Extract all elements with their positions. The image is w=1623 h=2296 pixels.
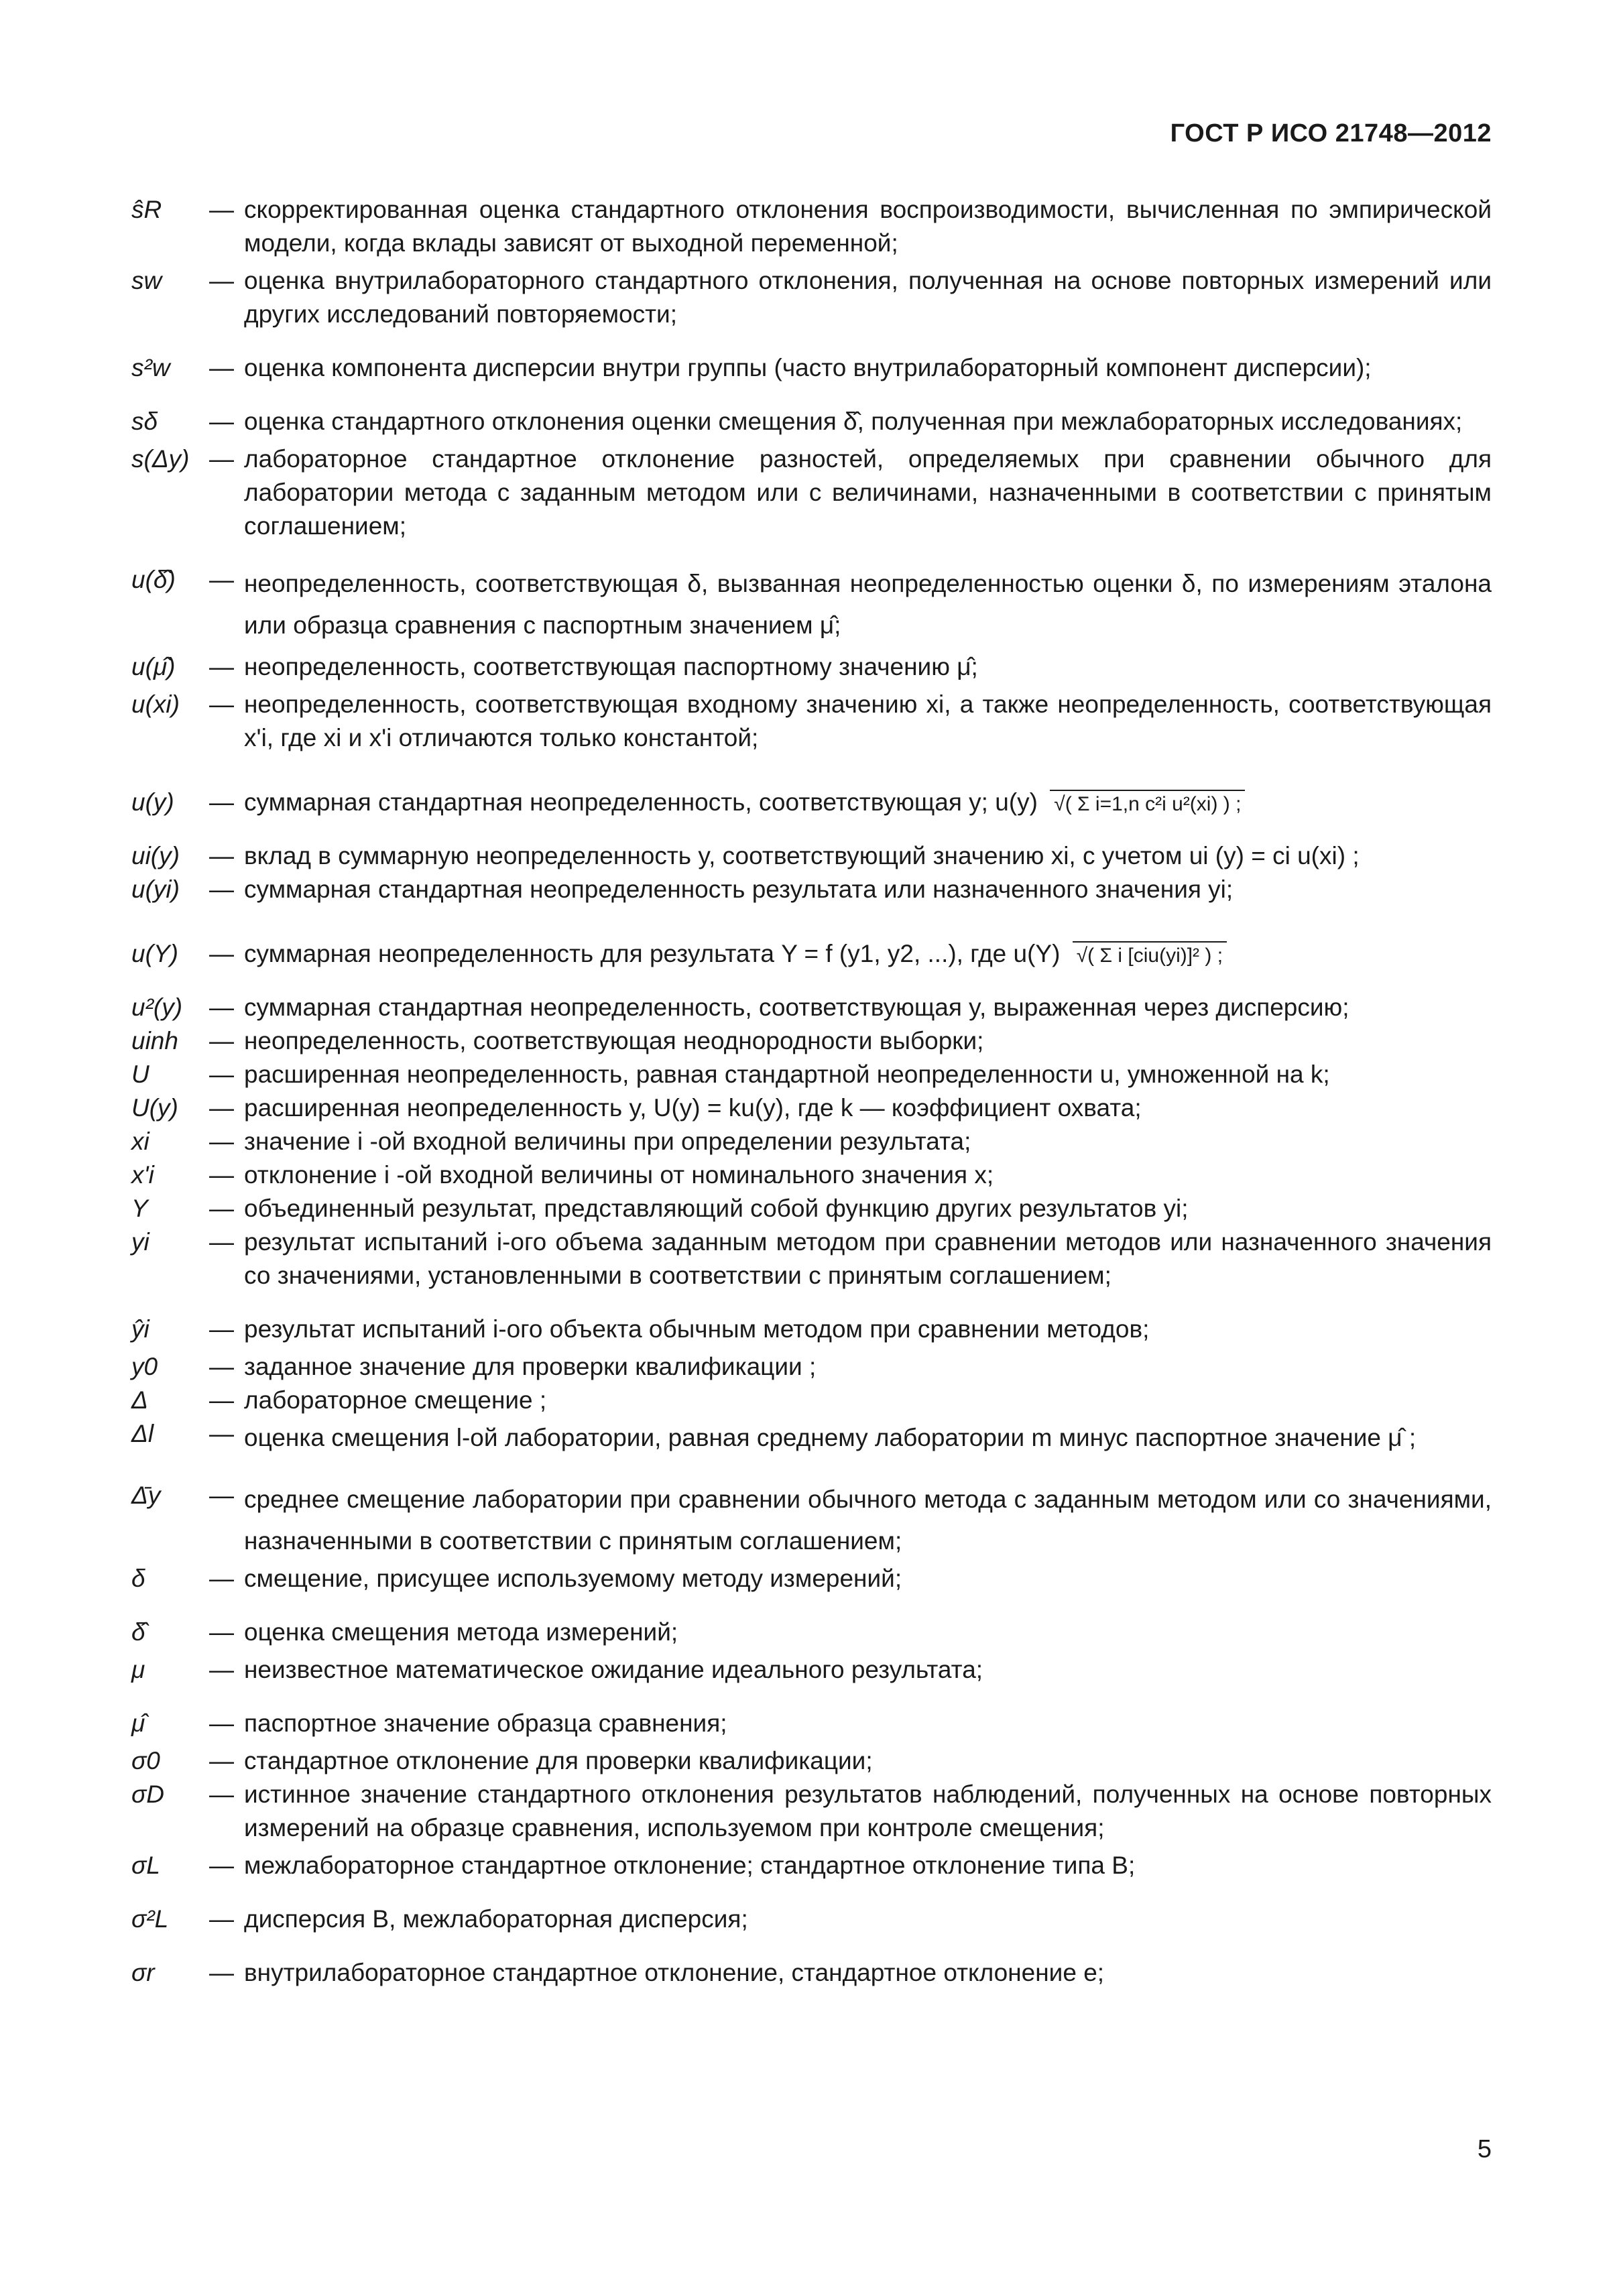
definition-text: оценка смещения l-ой лаборатории, равная среднему лаборатории m минус паспортное значение μ̂ ; <box>244 1424 1417 1451</box>
definition-row <box>131 1902 1492 1936</box>
definition-text: неопределенность, соответствующая δ, вызванная неопределенностью оценки δ, по измерениям эталона или образца сравнения с паспортным значением μ̂; <box>244 570 1492 639</box>
definition-text: лабораторное смещение ; <box>244 1386 547 1414</box>
definition-row <box>131 193 1492 260</box>
definition-row <box>131 1744 1492 1778</box>
definition-symbol: u(Y) <box>131 940 178 967</box>
dash: — <box>209 1161 234 1189</box>
definition-symbol: yi <box>131 1228 149 1256</box>
definition-row <box>131 1058 1492 1091</box>
dash: — <box>209 1027 234 1054</box>
definition-row <box>131 786 1492 819</box>
definition-symbol: σ0 <box>131 1747 160 1774</box>
definition-text: суммарная неопределенность для результата Y = f (y1, y2, ...), где u(Y) <box>244 940 1061 967</box>
page-number: 5 <box>1477 2135 1492 2163</box>
definition-text: расширенная неопределенность, равная стандартной неопределенности u, умноженной на k; <box>244 1061 1330 1088</box>
definition-text: оценка внутрилабораторного стандартного отклонения, полученная на основе повторных измерений или других исследований повторяемости; <box>244 267 1492 328</box>
definition-row <box>131 839 1492 873</box>
dash: — <box>209 1386 234 1414</box>
definition-symbol: xi <box>131 1128 149 1155</box>
dash: — <box>209 1618 234 1646</box>
definition-text: оценка компонента дисперсии внутри группы (часто внутрилабораторный компонент дисперсии); <box>244 354 1372 381</box>
definition-row <box>131 937 1492 971</box>
definition-row <box>131 1417 1492 1459</box>
dash: — <box>209 1228 234 1256</box>
dash: — <box>209 1747 234 1774</box>
definition-row <box>131 991 1492 1024</box>
dash: — <box>209 1709 234 1737</box>
definition-symbol: ŝR <box>131 196 162 223</box>
definition-row <box>131 1707 1492 1740</box>
definition-text: дисперсия B, межлабораторная дисперсия; <box>244 1905 748 1933</box>
definition-symbol: μ <box>131 1656 145 1683</box>
definition-text: оценка стандартного отклонения оценки смещения δ̂, полученная при межлабораторных исследованиях; <box>244 408 1463 435</box>
definition-row <box>131 1616 1492 1649</box>
definition-text: стандартное отклонение для проверки квалификации; <box>244 1747 873 1774</box>
definition-row <box>131 405 1492 438</box>
definition-row <box>131 650 1492 684</box>
definition-symbol: s²w <box>131 354 170 381</box>
definition-symbol: σL <box>131 1852 160 1879</box>
definition-row <box>131 442 1492 543</box>
definition-row <box>131 1956 1492 1990</box>
definition-text: неопределенность, соответствующая паспортному значению μ̂; <box>244 653 978 680</box>
definition-text: значение i -ой входной величины при определении результата; <box>244 1128 971 1155</box>
definition-text: лабораторное стандартное отклонение разностей, определяемых при сравнении обычного для лаборатории метода с заданным методом или с величинами, назначенными в соответствии с принятым соглашением; <box>244 445 1492 540</box>
definition-text: смещение, присущее используемому методу измерений; <box>244 1565 902 1592</box>
definition-text: внутрилабораторное стандартное отклонение, стандартное отклонение e; <box>244 1959 1105 1986</box>
definition-symbol: u(δ̂) <box>131 566 176 593</box>
definition-symbol: Y <box>131 1195 148 1222</box>
definition-text: суммарная стандартная неопределенность, соответствующая y, выраженная через дисперсию; <box>244 993 1349 1021</box>
definition-symbol: s(Δy) <box>131 445 190 473</box>
definition-symbol: u²(y) <box>131 993 183 1021</box>
definition-text: отклонение i -ой входной величины от номинального значения x; <box>244 1161 994 1189</box>
definition-text: неопределенность, соответствующая неоднородности выборки; <box>244 1027 984 1054</box>
dash: — <box>209 1959 234 1986</box>
definition-symbol: μ̂ <box>131 1709 145 1737</box>
dash: — <box>209 1420 234 1447</box>
document-code: ГОСТ Р ИСО 21748—2012 <box>1170 119 1492 147</box>
definition-text: среднее смещение лаборатории при сравнении обычного метода с заданным методом или со значениями, назначенными в соответствии с принятым соглашением; <box>244 1486 1492 1555</box>
definition-row <box>131 1562 1492 1595</box>
sum-formula: √( Σ i=1,n c²i u²(xi) ) ; <box>1050 790 1245 818</box>
definition-symbol: ŷi <box>131 1315 149 1343</box>
dash: — <box>209 267 234 294</box>
definition-text: истинное значение стандартного отклонения результатов наблюдений, полученных на основе повторных измерений на образце сравнения, используемом при контроле смещения; <box>244 1780 1492 1841</box>
sum-formula: √( Σ i [ciu(yi)]² ) ; <box>1073 941 1227 969</box>
definition-symbol: Δ̄y <box>131 1482 161 1509</box>
definition-symbol: uinh <box>131 1027 178 1054</box>
definition-row <box>131 1125 1492 1158</box>
dash: — <box>209 566 234 593</box>
dash: — <box>209 196 234 223</box>
definitions-list <box>131 193 1492 1990</box>
dash: — <box>209 653 234 680</box>
definition-symbol: sw <box>131 267 162 294</box>
definition-symbol: u(xi) <box>131 690 180 718</box>
dash: — <box>209 1094 234 1122</box>
dash: — <box>209 1656 234 1683</box>
definition-row <box>131 1653 1492 1687</box>
dash: — <box>209 788 234 816</box>
definition-text: заданное значение для проверки квалификации ; <box>244 1353 817 1380</box>
definition-row <box>131 351 1492 385</box>
dash: — <box>209 1482 234 1509</box>
dash: — <box>209 1195 234 1222</box>
definition-symbol: Δ <box>131 1386 148 1414</box>
definition-row <box>131 1384 1492 1417</box>
definition-symbol: δ̂ <box>131 1618 145 1646</box>
definition-row <box>131 1158 1492 1192</box>
definition-symbol: σD <box>131 1780 165 1808</box>
definition-text: вклад в суммарную неопределенность y, соответствующий значению xi, с учетом ui (y) = ci u(xi) ; <box>244 842 1360 869</box>
definition-row <box>131 873 1492 906</box>
definition-symbol: ui(y) <box>131 842 180 869</box>
dash: — <box>209 940 234 967</box>
definition-text-with-formula <box>244 786 1492 819</box>
definition-row <box>131 688 1492 755</box>
dash: — <box>209 1852 234 1879</box>
definition-symbol: σ²L <box>131 1905 169 1933</box>
definition-text-with-formula <box>244 937 1492 971</box>
dash: — <box>209 1315 234 1343</box>
definition-row <box>131 1225 1492 1292</box>
dash: — <box>209 875 234 903</box>
definition-symbol: sδ <box>131 408 158 435</box>
definition-text: объединенный результат, представляющий собой функцию других результатов yi; <box>244 1195 1189 1222</box>
definition-text: суммарная стандартная неопределенность результата или назначенного значения yi; <box>244 875 1234 903</box>
definition-row <box>131 563 1492 646</box>
definition-row <box>131 1091 1492 1125</box>
definition-row <box>131 1192 1492 1225</box>
dash: — <box>209 993 234 1021</box>
definition-symbol: U(y) <box>131 1094 178 1122</box>
definition-symbol: u(μ̂) <box>131 653 176 680</box>
dash: — <box>209 1780 234 1808</box>
definition-row <box>131 1778 1492 1845</box>
definition-text: межлабораторное стандартное отклонение; стандартное отклонение типа B; <box>244 1852 1136 1879</box>
definition-text: суммарная стандартная неопределенность, соответствующая y; u(y) <box>244 788 1038 816</box>
dash: — <box>209 354 234 381</box>
definition-row <box>131 1849 1492 1882</box>
dash: — <box>209 408 234 435</box>
definition-row <box>131 1024 1492 1058</box>
dash: — <box>209 1565 234 1592</box>
dash: — <box>209 1905 234 1933</box>
definition-text: расширенная неопределенность y, U(y) = ku(y), где k — коэффициент охвата; <box>244 1094 1142 1122</box>
dash: — <box>209 690 234 718</box>
dash: — <box>209 1353 234 1380</box>
dash: — <box>209 1128 234 1155</box>
definition-text: неопределенность, соответствующая входному значению xi, а также неопределенность, соответствующая x'i, где xi и x'i отличаются только константой; <box>244 690 1492 751</box>
definition-text: результат испытаний i-ого объема заданным методом при сравнении методов или назначенного значения со значениями, установленными в соответствии с принятым соглашением; <box>244 1228 1492 1289</box>
definition-row <box>131 1350 1492 1384</box>
definition-text: результат испытаний i-ого объекта обычным методом при сравнении методов; <box>244 1315 1150 1343</box>
definition-symbol: u(yi) <box>131 875 180 903</box>
definition-symbol: U <box>131 1061 149 1088</box>
dash: — <box>209 1061 234 1088</box>
definition-text: скорректированная оценка стандартного отклонения воспроизводимости, вычисленная по эмпирической модели, когда вклады зависят от выходной переменной; <box>244 196 1492 257</box>
definition-symbol: δ <box>131 1565 145 1592</box>
definition-symbol: x'i <box>131 1161 154 1189</box>
dash: — <box>209 445 234 473</box>
definition-symbol: σr <box>131 1959 155 1986</box>
definition-row <box>131 1479 1492 1562</box>
definition-symbol: Δl <box>131 1420 154 1447</box>
dash: — <box>209 842 234 869</box>
definition-text: неизвестное математическое ожидание идеального результата; <box>244 1656 983 1683</box>
definition-symbol: u(y) <box>131 788 174 816</box>
definition-text: оценка смещения метода измерений; <box>244 1618 678 1646</box>
definition-text: паспортное значение образца сравнения; <box>244 1709 727 1737</box>
definition-row <box>131 264 1492 331</box>
definition-row <box>131 1313 1492 1346</box>
definition-symbol: y0 <box>131 1353 158 1380</box>
